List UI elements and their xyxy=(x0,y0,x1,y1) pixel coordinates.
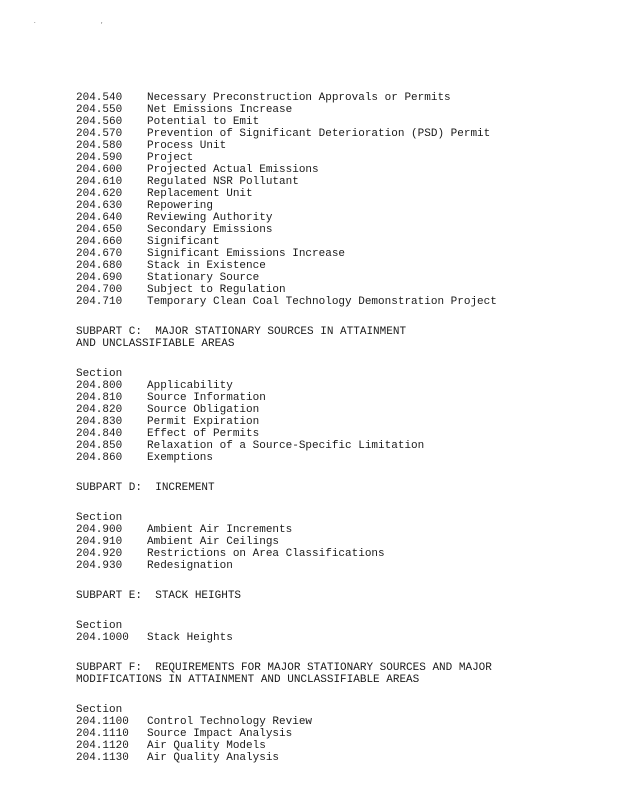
section-title: Restrictions on Area Classifications xyxy=(147,548,385,560)
toc-row xyxy=(76,416,596,428)
section-number: 204.840 xyxy=(76,428,123,440)
section-title: Process Unit xyxy=(147,140,227,152)
section-title: Prevention of Significant Deterioration (PSD) Permit xyxy=(147,128,491,140)
section-number: 204.900 xyxy=(76,524,123,536)
toc-row xyxy=(76,260,596,272)
section-number: 204.830 xyxy=(76,416,123,428)
section-title: Replacement Unit xyxy=(147,188,253,200)
section-title: Source Information xyxy=(147,392,266,404)
section-column-label: Section xyxy=(76,704,123,716)
section-number: 204.560 xyxy=(76,116,123,128)
toc-row xyxy=(76,104,596,116)
section-number: 204.630 xyxy=(76,200,123,212)
toc-row xyxy=(76,452,596,464)
section-title: Source Impact Analysis xyxy=(147,728,293,740)
toc-row xyxy=(76,428,596,440)
section-title: Significant xyxy=(147,236,220,248)
section-title: Projected Actual Emissions xyxy=(147,164,319,176)
toc-row xyxy=(76,248,596,260)
section-title: Subject to Regulation xyxy=(147,284,286,296)
section-number: 204.550 xyxy=(76,104,123,116)
section-number: 204.640 xyxy=(76,212,123,224)
toc-row xyxy=(76,188,596,200)
subpart-heading: SUBPART F: REQUIREMENTS FOR MAJOR STATIONARY SOURCES AND MAJOR xyxy=(76,662,492,674)
section-number: 204.590 xyxy=(76,152,123,164)
section-number: 204.660 xyxy=(76,236,123,248)
toc-row xyxy=(76,380,596,392)
section-number: 204.1100 xyxy=(76,716,129,728)
section-title: Relaxation of a Source-Specific Limitation xyxy=(147,440,425,452)
stray-scan-marks: . , xyxy=(33,18,134,25)
toc-row xyxy=(76,404,596,416)
section-title: Potential to Emit xyxy=(147,116,260,128)
section-title: Repowering xyxy=(147,200,214,212)
toc-row xyxy=(76,752,596,764)
section-number: 204.810 xyxy=(76,392,123,404)
section-column-label: Section xyxy=(76,512,123,524)
toc-row xyxy=(76,116,596,128)
section-title: Temporary Clean Coal Technology Demonstration Project xyxy=(147,296,497,308)
section-number: 204.670 xyxy=(76,248,123,260)
subpart-heading: SUBPART E: STACK HEIGHTS xyxy=(76,590,242,602)
toc-row xyxy=(76,272,596,284)
section-number: 204.1130 xyxy=(76,752,129,764)
section-title: Exemptions xyxy=(147,452,214,464)
toc-row xyxy=(76,212,596,224)
toc-row xyxy=(76,536,596,548)
section-title: Reviewing Authority xyxy=(147,212,273,224)
toc-row xyxy=(76,296,596,308)
section-title: Ambient Air Ceilings xyxy=(147,536,280,548)
subpart-heading: SUBPART D: INCREMENT xyxy=(76,482,215,494)
subpart-c-block xyxy=(76,326,596,464)
subpart-f-block xyxy=(76,662,596,764)
subpart-heading-continued: MODIFICATIONS IN ATTAINMENT AND UNCLASSIFIABLE AREAS xyxy=(76,674,420,686)
toc-row xyxy=(76,560,596,572)
toc-row xyxy=(76,740,596,752)
subpart-heading: SUBPART C: MAJOR STATIONARY SOURCES IN ATTAINMENT xyxy=(76,326,407,338)
toc-row xyxy=(76,164,596,176)
section-number: 204.850 xyxy=(76,440,123,452)
section-number: 204.1000 xyxy=(76,632,129,644)
toc-row xyxy=(76,128,596,140)
section-title: Stack in Existence xyxy=(147,260,266,272)
toc-row xyxy=(76,440,596,452)
section-title: Control Technology Review xyxy=(147,716,313,728)
toc-row xyxy=(76,224,596,236)
section-number: 204.570 xyxy=(76,128,123,140)
section-title: Significant Emissions Increase xyxy=(147,248,346,260)
toc-row xyxy=(76,716,596,728)
subpart-d-block xyxy=(76,482,596,572)
section-number: 204.610 xyxy=(76,176,123,188)
toc-row xyxy=(76,236,596,248)
section-number: 204.710 xyxy=(76,296,123,308)
section-column-label: Section xyxy=(76,368,123,380)
section-number: 204.800 xyxy=(76,380,123,392)
section-title: Permit Expiration xyxy=(147,416,260,428)
table-of-contents xyxy=(76,92,596,764)
section-number: 204.620 xyxy=(76,188,123,200)
section-title: Secondary Emissions xyxy=(147,224,273,236)
subpart-b-section-list xyxy=(76,92,596,308)
section-title: Ambient Air Increments xyxy=(147,524,293,536)
section-title: Source Obligation xyxy=(147,404,260,416)
section-title: Stack Heights xyxy=(147,632,233,644)
section-title: Necessary Preconstruction Approvals or Permits xyxy=(147,92,451,104)
toc-row xyxy=(76,548,596,560)
section-number: 204.650 xyxy=(76,224,123,236)
toc-row xyxy=(76,392,596,404)
section-title: Air Quality Models xyxy=(147,740,266,752)
toc-row xyxy=(76,728,596,740)
toc-row xyxy=(76,92,596,104)
section-number: 204.1110 xyxy=(76,728,129,740)
section-number: 204.680 xyxy=(76,260,123,272)
section-title: Air Quality Analysis xyxy=(147,752,280,764)
section-number: 204.910 xyxy=(76,536,123,548)
section-title: Stationary Source xyxy=(147,272,260,284)
section-number: 204.930 xyxy=(76,560,123,572)
section-number: 204.690 xyxy=(76,272,123,284)
section-number: 204.860 xyxy=(76,452,123,464)
toc-row xyxy=(76,632,596,644)
section-number: 204.580 xyxy=(76,140,123,152)
section-number: 204.600 xyxy=(76,164,123,176)
section-column-label: Section xyxy=(76,620,123,632)
subpart-heading-continued: AND UNCLASSIFIABLE AREAS xyxy=(76,338,235,350)
section-number: 204.1120 xyxy=(76,740,129,752)
section-title: Net Emissions Increase xyxy=(147,104,293,116)
section-number: 204.920 xyxy=(76,548,123,560)
section-title: Applicability xyxy=(147,380,233,392)
toc-row xyxy=(76,200,596,212)
section-title: Effect of Permits xyxy=(147,428,260,440)
section-number: 204.700 xyxy=(76,284,123,296)
section-number: 204.820 xyxy=(76,404,123,416)
section-title: Redesignation xyxy=(147,560,233,572)
toc-row xyxy=(76,284,596,296)
section-title: Project xyxy=(147,152,194,164)
section-title: Regulated NSR Pollutant xyxy=(147,176,299,188)
subpart-e-block xyxy=(76,590,596,644)
section-number: 204.540 xyxy=(76,92,123,104)
toc-row xyxy=(76,152,596,164)
toc-row xyxy=(76,176,596,188)
toc-row xyxy=(76,524,596,536)
toc-row xyxy=(76,140,596,152)
